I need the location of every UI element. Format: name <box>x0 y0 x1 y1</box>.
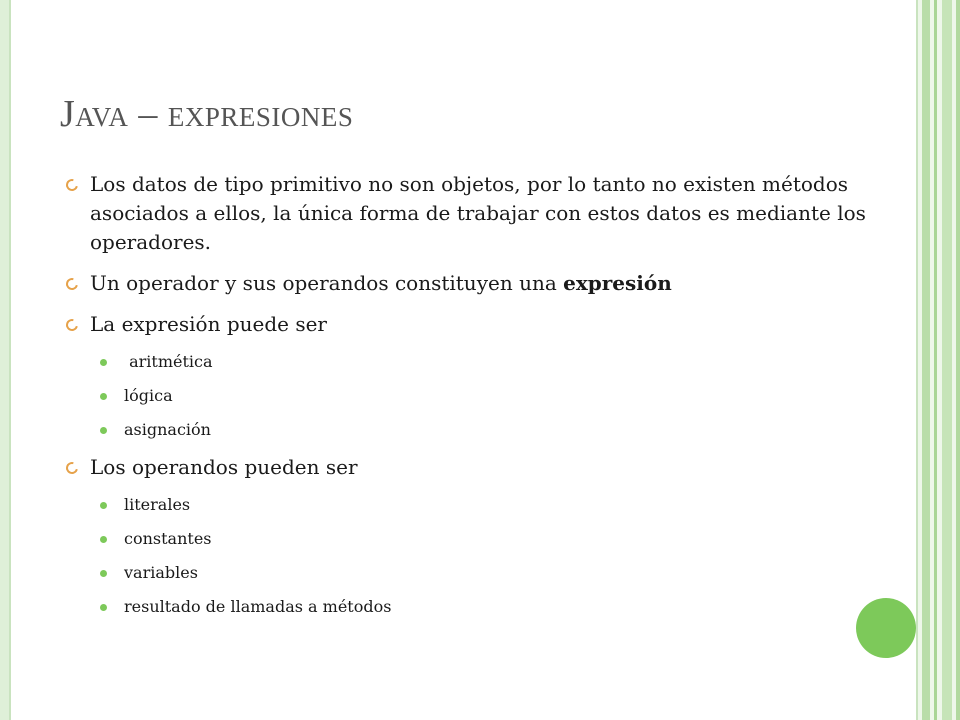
bullet-1-text: Los datos de tipo primitivo no son objetos, por lo tanto no existen métodos asociados a ellos, la única forma de trabajar con estos datos es mediante los operadores. <box>90 172 866 254</box>
ring-bullet-icon <box>64 177 80 193</box>
dot-bullet-icon <box>100 570 107 577</box>
ring-bullet-icon <box>64 317 80 333</box>
sub-bullet-text: resultado de llamadas a métodos <box>124 597 392 616</box>
slide-content <box>60 170 880 630</box>
ring-bullet-icon <box>64 276 80 292</box>
sub-bullet <box>60 494 880 516</box>
sub-bullet <box>60 596 880 618</box>
bullet-3-text: La expresión puede ser <box>90 312 327 336</box>
dot-bullet-icon <box>100 359 107 366</box>
left-border-decoration <box>0 0 11 720</box>
dot-bullet-icon <box>100 604 107 611</box>
sub-bullet-text: constantes <box>124 529 212 548</box>
right-stripes-decoration <box>916 0 960 720</box>
ring-bullet-icon <box>64 460 80 476</box>
sub-bullet-text: asignación <box>124 420 211 439</box>
sub-bullet <box>60 351 880 373</box>
slide-title: Java – expresiones <box>60 93 354 135</box>
bullet-2-bold: expresión <box>563 271 672 295</box>
dot-bullet-icon <box>100 502 107 509</box>
sub-bullet <box>60 419 880 441</box>
dot-bullet-icon <box>100 393 107 400</box>
sub-bullet-text: variables <box>124 563 198 582</box>
bullet-3 <box>60 310 880 339</box>
dot-bullet-icon <box>100 427 107 434</box>
bullet-2-text: Un operador y sus operandos constituyen una <box>90 271 564 295</box>
bullet-1 <box>60 170 880 257</box>
dot-bullet-icon <box>100 536 107 543</box>
sub-bullet <box>60 562 880 584</box>
bullet-2 <box>60 269 880 298</box>
sub-bullet-text: lógica <box>124 386 173 405</box>
sub-bullet-text: aritmética <box>124 352 213 371</box>
bullet-4 <box>60 453 880 482</box>
bullet-4-text: Los operandos pueden ser <box>90 455 358 479</box>
sub-bullet-text: literales <box>124 495 191 514</box>
sub-bullet <box>60 385 880 407</box>
sub-bullet <box>60 528 880 550</box>
